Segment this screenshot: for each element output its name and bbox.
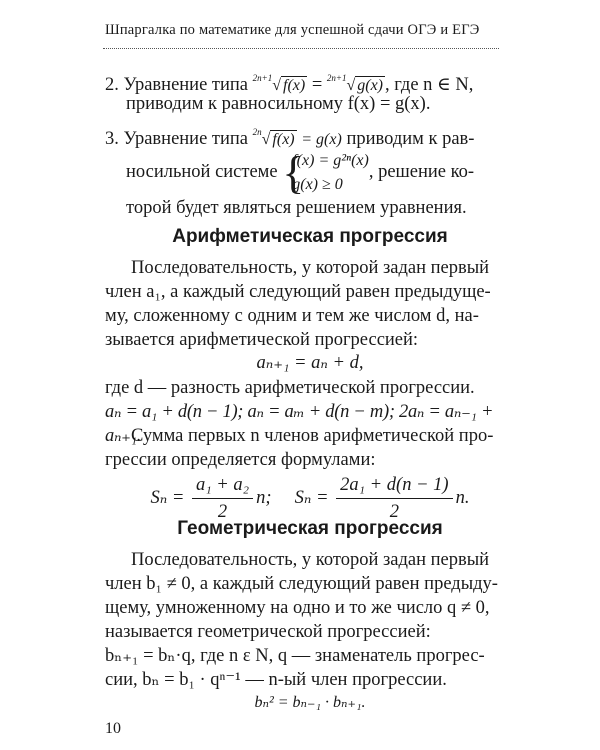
arith-sum-formulas: Sₙ = $\frac{\text{a₁ + a₂}}{2}$ n; Sₙ = $\frac{\text{2a₁ + d(n − 1)}}{2}$ n. bbox=[105, 472, 515, 525]
item-3-root: $^{2n}$√ f(x) bbox=[252, 127, 295, 148]
arith-recurrence-formula: aₙ₊₁ = aₙ + d, bbox=[256, 353, 364, 373]
item-2-line-1: 2. Уравнение типа $^{2n+1}$√ f(x) = $^{2n+1}$√ g(x) , где n ∈ N, bbox=[105, 66, 513, 98]
geom-ratio-line: bₙ₊₁ = bₙ·q, где n ε N, q — знаменатель прогрес- bbox=[105, 646, 485, 666]
equation-system: { f(x) = g²ⁿ(x) g(x) ≥ 0 bbox=[282, 146, 369, 198]
arith-nth-term-formulas: aₙ = a₁ + d(n − 1); aₙ = aₘ + d(n − m); 2aₙ = aₙ₋₁ + aₙ₊₁. bbox=[105, 402, 494, 446]
arith-para-line-3: му, сложенному с одним и тем же числом d, на- bbox=[105, 306, 479, 326]
sum-formula-2-fraction: $\frac{\text{2a₁ + d(n − 1)}}{2}$ bbox=[336, 472, 452, 525]
geom-square-formula: bₙ² = bₙ₋₁ · bₙ₊₁. bbox=[254, 694, 366, 711]
item-2-rhs-root: $^{2n+1}$√ g(x) bbox=[326, 73, 384, 94]
sum-formula-1-fraction: $\frac{\text{a₁ + a₂}}{2}$ bbox=[192, 472, 253, 525]
arith-sum-text-1: Сумма первых n членов арифметической про- bbox=[131, 426, 494, 446]
geom-para-line-1: Последовательность, у которой задан первый bbox=[131, 550, 490, 570]
item-3-line-2: носильной системе { f(x) = g²ⁿ(x) g(x) ≥ 0 , решение ко- bbox=[126, 146, 475, 198]
geom-para-line-3: щему, умноженному на одно и то же число q ≠ 0, bbox=[105, 598, 490, 618]
item-3-line-1: 3. Уравнение типа $^{2n}$√ f(x) = g(x) приводим к рав- bbox=[105, 120, 513, 152]
arith-difference-note: где d — разность арифметической прогрессии. bbox=[105, 378, 475, 398]
arith-para-line-2: член a₁, а каждый следующий равен предыдуще- bbox=[105, 282, 491, 302]
item-2-line-2: приводим к равносильному f(x) = g(x). bbox=[126, 94, 431, 114]
arith-para-line-1: Последовательность, у которой задан первый bbox=[131, 258, 490, 278]
page-number: 10 bbox=[105, 720, 121, 737]
item-3-line-3: торой будет являться решением уравнения. bbox=[126, 198, 467, 218]
running-header: Шпаргалка по математике для успешной сдачи ОГЭ и ЕГЭ bbox=[105, 22, 480, 38]
geometric-section-title: Геометрическая прогрессия bbox=[177, 518, 443, 539]
geom-para-line-2: член b₁ ≠ 0, а каждый следующий равен предыду- bbox=[105, 574, 498, 594]
geom-nth-term-line: сии, bₙ = b₁ · qⁿ⁻¹ — n-ый член прогрессии. bbox=[105, 670, 447, 690]
arith-para-line-4: зывается арифметической прогрессией: bbox=[105, 330, 419, 350]
item-2-lhs-root: $^{2n+1}$√ f(x) bbox=[252, 73, 306, 94]
arithmetic-section-title: Арифметическая прогрессия bbox=[172, 226, 448, 247]
arith-sum-text-2: грессии определяется формулами: bbox=[105, 450, 376, 470]
item-2-condition: , где n ∈ N, bbox=[385, 75, 474, 95]
geom-para-line-4: называется геометрической прогрессией: bbox=[105, 622, 431, 642]
item-2-prefix: 2. Уравнение типа bbox=[105, 75, 249, 95]
header-divider bbox=[103, 48, 499, 49]
